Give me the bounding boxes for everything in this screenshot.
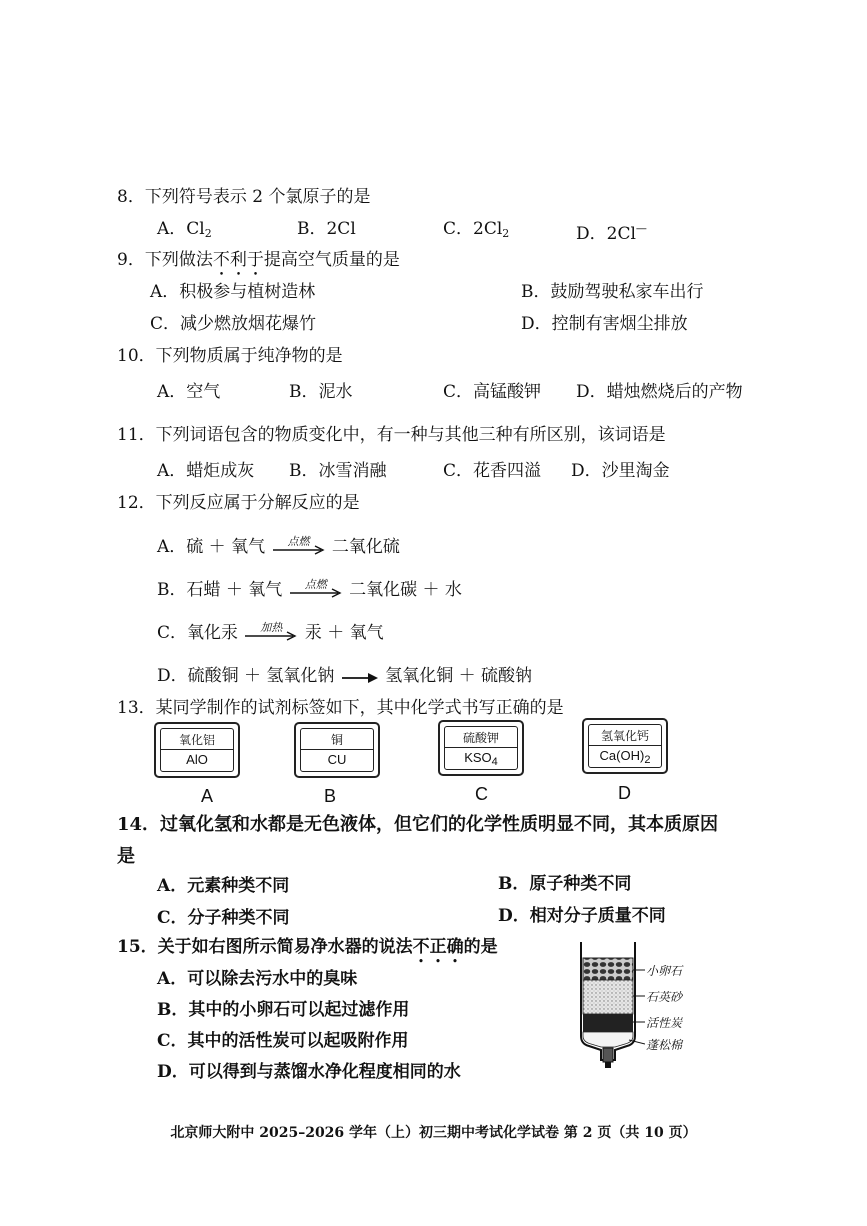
q11-option-b: B．冰雪消融 (289, 461, 387, 481)
q14-stem-line2: 是 (117, 846, 135, 867)
q12-option-a: A．硫 ＋ 氧气 点燃 二氧化硫 (157, 534, 400, 557)
reagent-label-a: 氧化铝 AlO (154, 722, 240, 778)
q11-stem: 11．下列词语包含的物质变化中，有一种与其他三种有所区别，该词语是 (117, 425, 666, 445)
q10-option-c: C．高锰酸钾 (443, 382, 542, 402)
q9-stem: 9．下列做法不利于提高空气质量的是 (117, 250, 400, 270)
q12-option-b: B．石蜡 ＋ 氧气 点燃 二氧化碳 ＋ 水 (157, 577, 462, 600)
q10-stem: 10．下列物质属于纯净物的是 (117, 346, 343, 366)
label-letter-d: D (618, 783, 631, 803)
label-letter-a: A (201, 786, 214, 806)
q9-option-a: A．积极参与植树造林 (150, 282, 316, 302)
q8-option-a: A．$Cl_2$ (157, 219, 212, 240)
q12-option-c: C．氧化汞 加热 汞 ＋ 氧气 (157, 620, 384, 643)
q14-option-a: A．元素种类不同 (157, 876, 290, 896)
q12-stem: 12．下列反应属于分解反应的是 (117, 493, 360, 513)
q11-option-d: D．沙里淘金 (571, 461, 670, 481)
water-purifier-diagram (575, 940, 645, 1070)
figure-label-carbon: 活性炭 (646, 1016, 683, 1030)
page-footer: 北京师大附中 2025–2026 学年（上）初三期中考试化学试卷 第 2 页（共 10 页） (170, 1125, 697, 1141)
q9-option-c: C．减少燃放烟花爆竹 (150, 314, 317, 334)
figure-label-pebbles: 小卵石 (646, 964, 683, 978)
q13-stem: 13．某同学制作的试剂标签如下，其中化学式书写正确的是 (117, 698, 564, 718)
q15-stem: 15．关于如右图所示简易净水器的说法不正确的是 (117, 937, 498, 957)
label-letter-c: C (475, 784, 488, 804)
q8-option-b: B．2Cl (297, 219, 356, 239)
q8-stem: 8．下列符号表示 2 个氯原子的是 (117, 187, 371, 207)
reagent-label-c: 硫酸钾 $KSO_4$ (438, 720, 524, 776)
q10-option-d: D．蜡烛燃烧后的产物 (576, 382, 743, 402)
q12-option-d: D．硫酸铜 ＋ 氢氧化钠 氢氧化铜 ＋ 硫酸钠 (157, 666, 533, 686)
reagent-label-d: 氢氧化钙 $Ca(OH)_2$ (582, 718, 668, 774)
q15-option-c: C．其中的活性炭可以起吸附作用 (157, 1031, 409, 1051)
q10-option-b: B．泥水 (289, 382, 353, 402)
q11-option-a: A．蜡炬成灰 (157, 461, 255, 481)
q14-option-d: D．相对分子质量不同 (498, 906, 666, 926)
reaction-arrow-icon: 点燃 (288, 580, 344, 602)
q14-option-b: B．原子种类不同 (498, 874, 632, 894)
q8-option-c: C．$2Cl_2$ (443, 219, 510, 240)
q9-option-b: B．鼓励驾驶私家车出行 (521, 282, 704, 302)
q14-stem-line1: 14．过氧化氢和水都是无色液体，但它们的化学性质明显不同，其本质原因 (117, 814, 719, 835)
reaction-arrow-icon: 加热 (243, 623, 299, 645)
label-letter-b: B (324, 786, 337, 806)
q10-option-a: A．空气 (157, 382, 221, 402)
q15-option-d: D．可以得到与蒸馏水净化程度相同的水 (157, 1062, 461, 1082)
q9-option-d: D．控制有害烟尘排放 (521, 314, 688, 334)
reagent-label-b: 铜 CU (294, 722, 380, 778)
q11-option-c: C．花香四溢 (443, 461, 542, 481)
q14-option-c: C．分子种类不同 (157, 908, 290, 928)
q15-option-b: B．其中的小卵石可以起过滤作用 (157, 1000, 410, 1020)
figure-label-sand: 石英砂 (646, 990, 683, 1004)
q15-option-a: A．可以除去污水中的臭味 (157, 969, 358, 989)
reaction-arrow-icon: 点燃 (271, 537, 327, 559)
q8-option-d: D．2Cl— (576, 222, 647, 244)
figure-label-cotton: 蓬松棉 (646, 1038, 683, 1052)
reaction-arrow-icon (340, 666, 380, 688)
